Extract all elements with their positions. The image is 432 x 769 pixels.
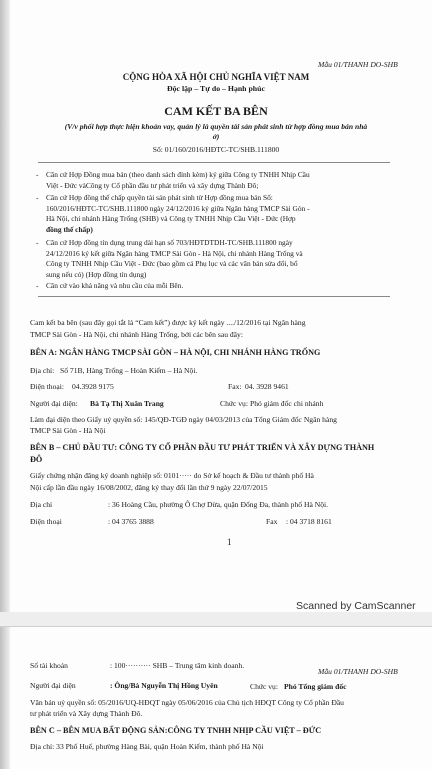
party-a-rep-name: Bà Tạ Thị Xuân Trang [90,399,164,408]
nation-header: CỘNG HÒA XÃ HỘI CHỦ NGHĨA VIỆT NAM [122,72,310,82]
page2-position: Phó Tổng giám đốc [284,682,347,691]
basis-item: - Căn cứ Hợp đồng thế chấp quyền tài sản phát sinh từ Hợp đồng mua bán Số: 160/2016/HĐTC-TC/SHB.111800 ngày 24/12/2016 ký giữa Ngân hàng TMCP Sài Gòn - Hà Nội, chi nhánh Hàng Trống (SHB) và Công ty TNHH Nhịp Cầu Việt - Đức (Hợp đồng thế chấp) [36,193,310,234]
party-b-registration-2: Nội cấp lần đầu ngày 16/08/2002, đăng ký thay đổi lần thứ 9 ngày 22/07/2015 [30,483,268,492]
page2-position-label: Chức vụ: [250,682,278,691]
page-gap [0,612,432,626]
document-page-2 [0,626,432,769]
party-b-phone-label: Điện thoại [30,517,62,526]
form-number: Mẫu 01/THANH DO-SHB [318,60,398,69]
form-number: Mẫu 01/THANH DO-SHB [318,667,398,676]
party-b-heading-1: BÊN B – CHỦ ĐẦU TƯ: CÔNG TY CỔ PHẦN ĐẦU TƯ PHÁT TRIỂN VÀ XÂY DỰNG THÀNH [30,443,375,452]
intro-line-1: Cam kết ba bên (sau đây gọi tắt là “Cam kết”) được ký kết ngày ..../12/2016 tại Ngân hàng [30,318,306,327]
page2-rep-name: : Ông/Bà Nguyễn Thị Hồng Uyên [110,681,218,690]
party-c-address: Địa chỉ: 33 Phố Huế, phường Hàng Bài, quận Hoàn Kiếm, thành phố Hà Nội [30,742,264,751]
party-a-position: Phó giám đốc chi nhánh [250,399,324,408]
party-a-fax-label: Fax: [228,382,242,391]
scanner-watermark: Scanned by CamScanner [296,600,416,612]
party-b-heading-2: ĐÔ [30,455,43,464]
party-b-fax: : 04 3718 8161 [286,517,332,526]
page-number: 1 [227,537,232,547]
section-divider [38,162,390,163]
party-b-phone: : 04 3765 3888 [108,517,154,526]
purpose-line-2: ở) [212,132,220,141]
basis-item: - Căn cứ Hợp đồng tín dụng trung dài hạn số 703/HĐTDTDH-TC/SHB.111800 ngày 24/12/2016 ký kết giữa Ngân hàng TMCP Sài Gòn - Hà Nội, chi nhánh Hàng Trống và Công ty TNHH Nhịp Cầu Việt - Đức (bao gồm cả Phụ lục và các văn bản sửa đổi, bổ sung nếu có) (Hợp đồng tín dụng) [36,238,303,279]
intro-line-2: TMCP Sài Gòn - Hà Nội, chi nhánh Hàng Trống, bởi các bên sau đây: [30,330,243,339]
basis-item: - Căn cứ vào khả năng và nhu cầu của mỗi Bên. [36,281,184,290]
page2-authorization-1: Văn bản uỷ quyền số: 05/2016/UQ-HĐQT ngày 05/06/2016 của Chủ tịch HĐQT Công ty Cổ phần Đầu [30,698,344,707]
party-b-registration-1: Giấy chứng nhận đăng ký doanh nghiệp số: 0101····· do Sở kế hoạch & Đầu tư thành phố Hà [30,471,314,480]
party-b-address-label: Địa chỉ [30,500,53,509]
party-a-phone: 04.3928 9175 [72,382,114,391]
party-a-heading: BÊN A: NGÂN HÀNG TMCP SÀI GÒN – HÀ NỘI, CHI NHÁNH HÀNG TRỐNG [30,348,321,357]
document-number: Số: 01/160/2016/HĐTC-TC/SHB.111800 [152,145,280,154]
basis-item: - Căn cứ Hợp Đồng mua bán (theo danh sách đính kèm) ký giữa Công ty TNHH Nhịp Cầu Việt - Đức vàCông ty Cổ phần đầu tư phát triển và xây dựng Thành Đô; [36,170,310,190]
party-c-heading: BÊN C – BÊN MUA BẤT ĐỘNG SẢN:CÔNG TY TNHH NHỊP CẦU VIỆT – ĐỨC [30,726,322,735]
party-b-fax-label: Fax [266,517,278,526]
account-label: Số tài khoản [30,661,68,670]
page2-authorization-2: tư phát triển và Xây dựng Thành Đô. [30,709,143,718]
party-a-rep-label: Người đại diện: [30,399,78,408]
scan-edge-shadow [0,627,10,769]
party-b-address: : 36 Hoàng Cầu, phường Ô Chợ Dừa, quận Đống Đa, thành phố Hà Nội. [108,500,328,509]
party-a-position-label: Chức vụ: [220,399,248,408]
document-title: CAM KẾT BA BÊN [164,104,268,118]
section-divider [38,296,390,297]
account-number: : 100·········· SHB – Trung tâm kinh doanh. [110,661,245,670]
purpose-line-1: (V/v phối hợp thực hiện khoản vay, quản lý là quyền tài sản phát sinh từ hợp đồng mua bán nhà [64,122,368,131]
party-a-fax: 04. 3928 9461 [245,382,289,391]
party-a-authorization-1: Làm đại diện theo Giấy uỷ quyền số: 145/QĐ-TGĐ ngày 04/03/2013 của Tổng Giám đốc Ngân hàng [30,415,337,424]
page2-rep-label: Người đại diện [30,681,76,690]
party-a-authorization-2: TMCP Sài Gòn - Hà Nội [30,426,106,435]
party-a-address-label: Địa chỉ: [30,366,55,375]
motto: Độc lập – Tự do – Hạnh phúc [167,84,265,93]
party-a-phone-label: Điện thoại: [30,382,64,391]
party-a-address: Số 71B, Hàng Trống – Hoàn Kiếm – Hà Nội. [60,366,198,375]
